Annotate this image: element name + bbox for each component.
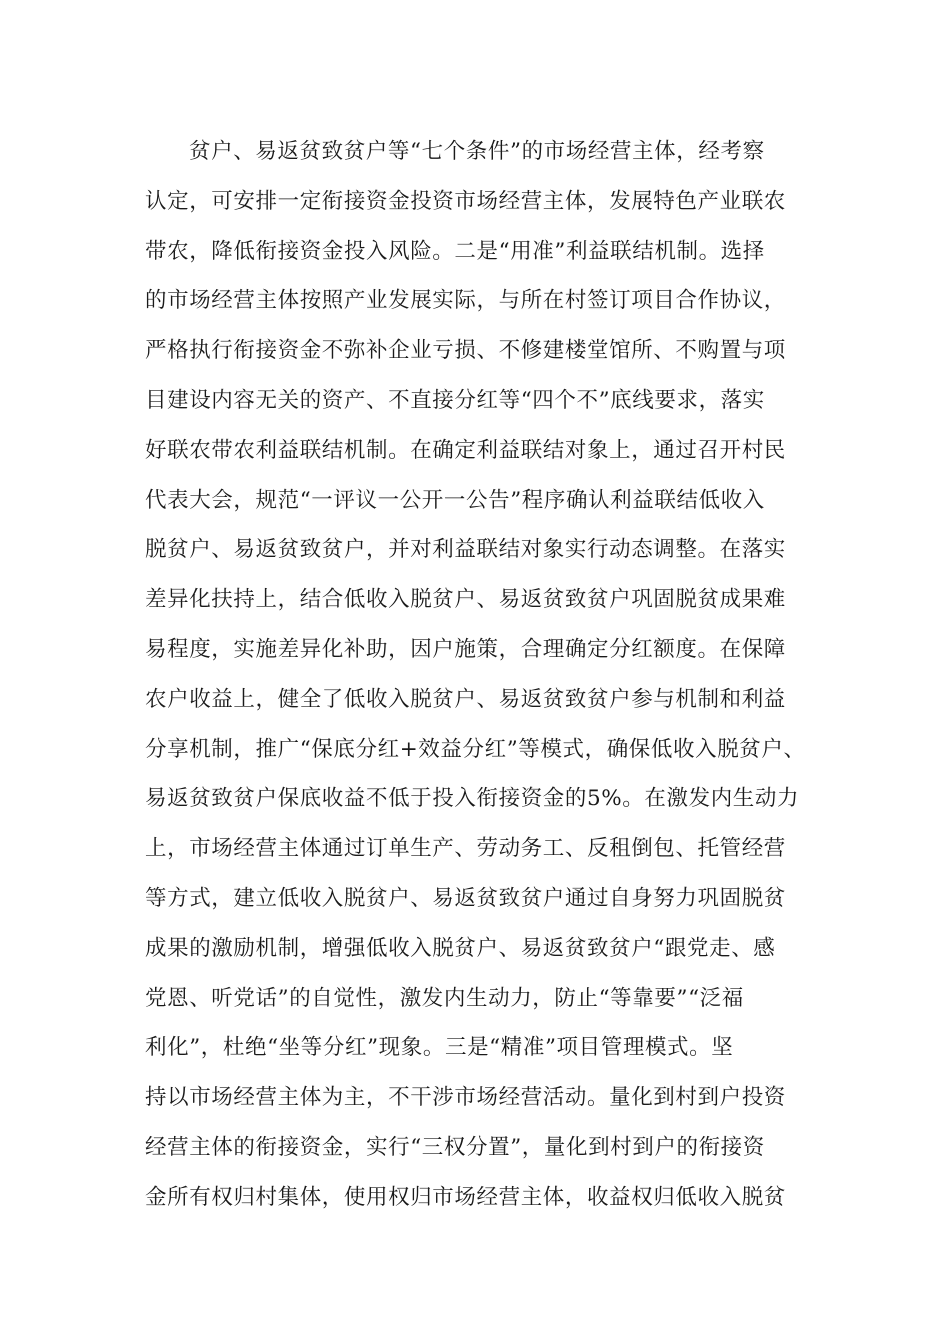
text-line: 易返贫致贫户保底收益不低于投入衔接资金的5%。在激发内生动力 — [145, 786, 800, 812]
text-line: 代表大会，规范“一评议一公开一公告”程序确认利益联结低收入 — [145, 487, 765, 513]
text-line: 认定，可安排一定衔接资金投资市场经营主体，发展特色产业联农 — [145, 188, 786, 214]
text-line: 分享机制，推广“保底分红+效益分红”等模式，确保低收入脱贫户、 — [145, 736, 806, 762]
text-line: 目建设内容无关的资产、不直接分红等“四个不”底线要求，落实 — [145, 387, 765, 413]
text-line: 成果的激励机制，增强低收入脱贫户、易返贫致贫户“跟党走、感 — [145, 935, 776, 961]
body-text — [145, 127, 865, 1223]
text-line: 利化”，杜绝“坐等分红”现象。三是“精准”项目管理模式。坚 — [145, 1035, 734, 1061]
text-line: 上，市场经营主体通过订单生产、劳动务工、反租倒包、托管经营 — [145, 836, 786, 862]
text-line: 贫户、易返贫致贫户等“七个条件”的市场经营主体，经考察 — [189, 139, 765, 164]
text-line: 脱贫户、易返贫致贫户，并对利益联结对象实行动态调整。在落实 — [145, 537, 786, 563]
text-line: 持以市场经营主体为主，不干涉市场经营活动。量化到村到户投资 — [145, 1085, 786, 1111]
text-line: 好联农带农利益联结机制。在确定利益联结对象上，通过召开村民 — [145, 437, 786, 463]
text-line: 等方式，建立低收入脱贫户、易返贫致贫户通过自身努力巩固脱贫 — [145, 885, 786, 911]
text-line: 差异化扶持上，结合低收入脱贫户、易返贫致贫户巩固脱贫成果难 — [145, 587, 786, 613]
text-line: 农户收益上，健全了低收入脱贫户、易返贫致贫户参与机制和利益 — [145, 686, 786, 712]
text-line: 带农，降低衔接资金投入风险。二是“用准”利益联结机制。选择 — [145, 238, 765, 264]
text-line: 易程度，实施差异化补助，因户施策，合理确定分红额度。在保障 — [145, 636, 786, 662]
text-line: 金所有权归村集体，使用权归市场经营主体，收益权归低收入脱贫 — [145, 1184, 786, 1210]
text-line: 经营主体的衔接资金，实行“三权分置”，量化到村到户的衔接资 — [145, 1134, 765, 1160]
text-line: 的市场经营主体按照产业发展实际，与所在村签订项目合作协议， — [145, 288, 786, 314]
text-line: 严格执行衔接资金不弥补企业亏损、不修建楼堂馆所、不购置与项 — [145, 338, 786, 364]
text-line: 党恩、听党话”的自觉性，激发内生动力，防止“等靠要”“泛福 — [145, 985, 744, 1011]
